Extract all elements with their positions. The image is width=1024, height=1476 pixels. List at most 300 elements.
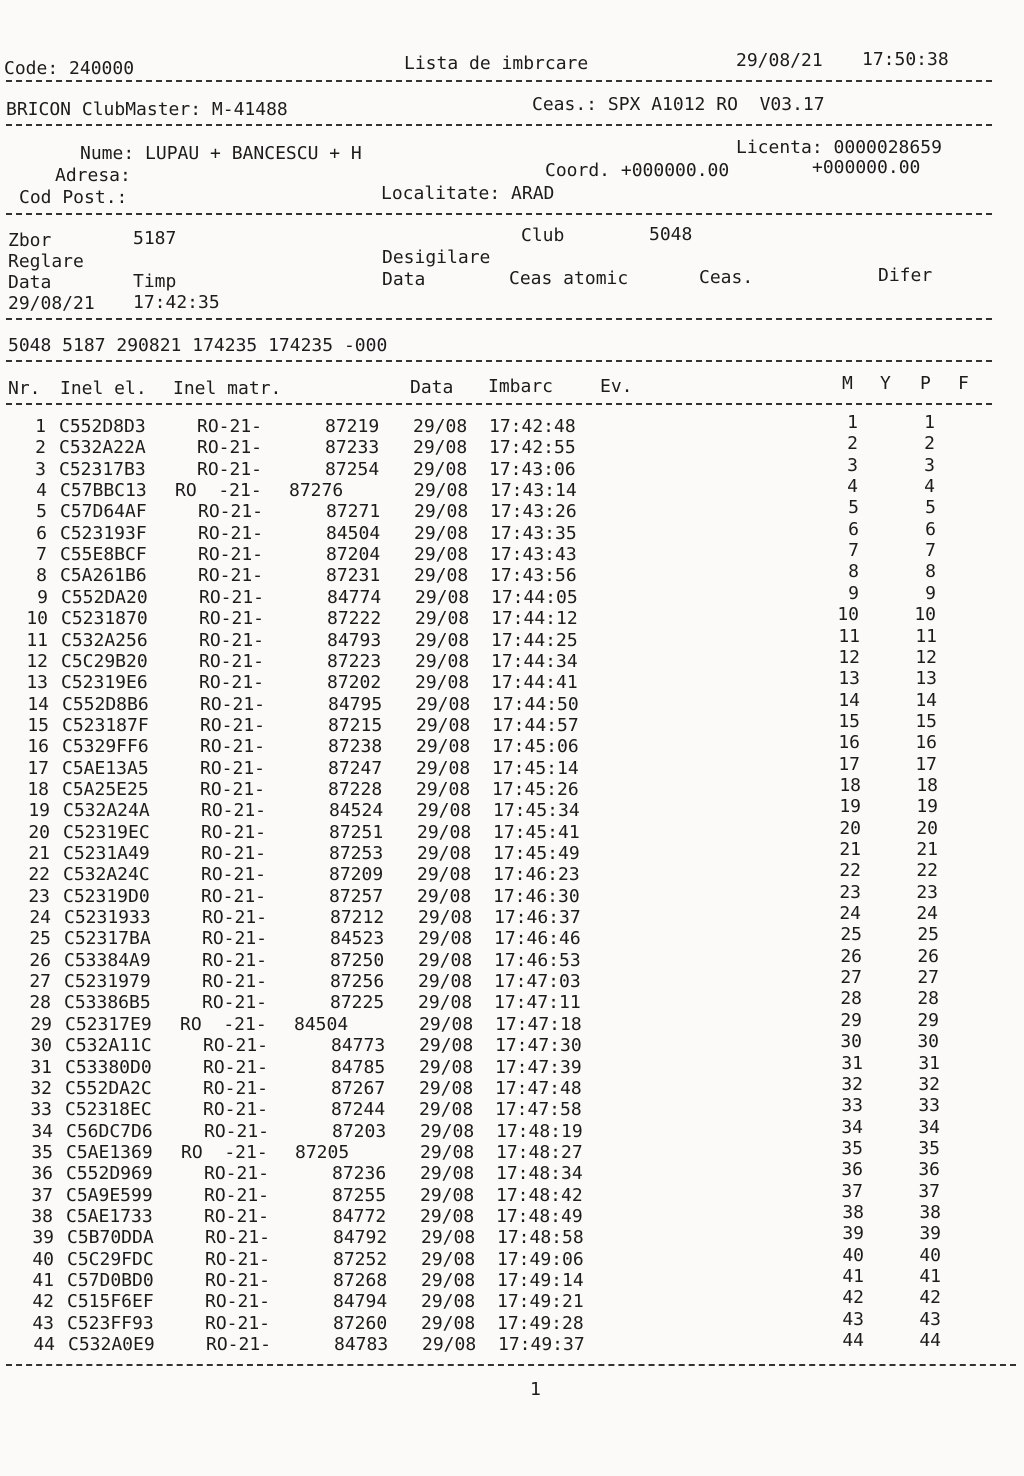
basketing-time: 17:48:34 <box>496 1163 583 1184</box>
row-number: 21 <box>28 843 50 864</box>
ring-number: 87252 <box>333 1249 388 1270</box>
col-m-value: 21 <box>839 839 861 860</box>
ring-prefix: RO-21- <box>204 1206 270 1227</box>
table-row <box>0 1266 1024 1293</box>
col-m-value: 3 <box>847 455 858 476</box>
row-number: 8 <box>36 565 47 586</box>
basketing-time: 17:44:05 <box>491 587 578 608</box>
col-p-value: 15 <box>915 711 937 732</box>
table-row <box>0 561 1024 588</box>
column-header-basketing: Imbarc <box>488 376 554 397</box>
col-p-value: 1 <box>924 412 935 433</box>
ring-prefix: RO-21- <box>198 523 264 544</box>
ring-number: 87212 <box>330 907 385 928</box>
ring-number: 87236 <box>332 1163 387 1184</box>
divider <box>6 360 992 362</box>
ring-prefix: RO-21- <box>198 544 264 565</box>
ring-number: 87209 <box>329 864 384 885</box>
ring-prefix: RO-21- <box>197 416 263 437</box>
row-number: 26 <box>29 950 51 971</box>
basketing-date: 29/08 <box>416 779 471 800</box>
row-number: 15 <box>27 715 49 736</box>
table-row <box>0 1223 1024 1250</box>
ring-number: 84774 <box>327 587 382 608</box>
col-p-value: 8 <box>925 561 936 582</box>
col-m-value: 29 <box>840 1010 862 1031</box>
col-p-value: 39 <box>919 1223 941 1244</box>
col-p-value: 25 <box>917 924 939 945</box>
basketing-date: 29/08 <box>416 715 471 736</box>
table-row <box>0 839 1024 866</box>
ring-prefix: RO-21- <box>201 886 267 907</box>
club-value: 5048 <box>649 224 693 245</box>
column-header-f: F <box>958 373 969 394</box>
row-number: 9 <box>37 587 48 608</box>
ring-number: 87256 <box>330 971 385 992</box>
postal-code-label: Cod Post.: <box>19 187 128 208</box>
electronic-ring-id: C55E8BCF <box>60 544 147 565</box>
col-m-value: 40 <box>842 1245 864 1266</box>
table-row <box>0 455 1024 482</box>
basketing-time: 17:48:58 <box>497 1227 584 1248</box>
electronic-ring-id: C5231A49 <box>63 843 150 864</box>
basketing-time: 17:44:50 <box>492 694 579 715</box>
basketing-time: 17:43:35 <box>490 523 577 544</box>
col-m-value: 13 <box>838 668 860 689</box>
basketing-time: 17:47:11 <box>494 992 581 1013</box>
row-number: 19 <box>28 800 50 821</box>
col-p-value: 2 <box>924 433 935 454</box>
basketing-date: 29/08 <box>416 736 471 757</box>
basketing-date: 29/08 <box>420 1121 475 1142</box>
row-number: 22 <box>28 864 50 885</box>
basketing-date: 29/08 <box>415 630 470 651</box>
ring-number: 87205 <box>295 1142 350 1163</box>
row-number: 11 <box>26 630 48 651</box>
col-p-value: 21 <box>916 839 938 860</box>
table-row <box>0 796 1024 823</box>
row-number: 18 <box>27 779 49 800</box>
ring-number: 87233 <box>325 437 380 458</box>
column-header-p: P <box>920 373 931 394</box>
basketing-time: 17:44:41 <box>491 672 578 693</box>
divider <box>6 80 992 82</box>
row-number: 34 <box>31 1121 53 1142</box>
col-p-value: 33 <box>918 1095 940 1116</box>
table-row <box>0 1117 1024 1144</box>
ring-number: 84792 <box>333 1227 388 1248</box>
col-p-value: 27 <box>917 967 939 988</box>
col-p-value: 38 <box>919 1202 941 1223</box>
row-number: 16 <box>27 736 49 757</box>
table-row <box>0 1202 1024 1229</box>
col-m-value: 12 <box>838 647 860 668</box>
basketing-date: 29/08 <box>416 694 471 715</box>
ring-number: 87247 <box>328 758 383 779</box>
electronic-ring-id: C52317BA <box>64 928 151 949</box>
table-row <box>0 497 1024 524</box>
row-number: 20 <box>28 822 50 843</box>
ring-prefix: RO-21- <box>200 779 266 800</box>
ring-prefix: RO-21- <box>199 651 265 672</box>
ring-prefix: RO-21- <box>200 758 266 779</box>
coordinates-lon: +000000.00 <box>812 157 921 178</box>
col-p-value: 41 <box>919 1266 941 1287</box>
ring-number: 87225 <box>330 992 385 1013</box>
electronic-ring-id: C552D8D3 <box>59 416 146 437</box>
ring-prefix: RO-21- <box>199 587 265 608</box>
ring-number: 87228 <box>328 779 383 800</box>
ring-prefix: RO-21- <box>205 1270 271 1291</box>
table-row <box>0 1309 1024 1336</box>
basketing-time: 17:47:48 <box>495 1078 582 1099</box>
basketing-date: 29/08 <box>419 1078 474 1099</box>
col-p-value: 29 <box>917 1010 939 1031</box>
setting-time: 17:42:35 <box>133 292 220 313</box>
table-row <box>0 775 1024 802</box>
electronic-ring-id: C5A9E599 <box>66 1185 153 1206</box>
row-number: 38 <box>31 1206 53 1227</box>
basketing-date: 29/08 <box>416 758 471 779</box>
ring-prefix: RO-21- <box>202 992 268 1013</box>
basketing-time: 17:47:58 <box>495 1099 582 1120</box>
col-m-value: 23 <box>839 882 861 903</box>
basketing-time: 17:46:46 <box>494 928 581 949</box>
document-title: Lista de imbrcare <box>404 53 589 74</box>
table-row <box>0 1159 1024 1186</box>
ring-prefix: RO-21- <box>201 822 267 843</box>
col-p-value: 10 <box>914 604 936 625</box>
ring-prefix: RO-21- <box>205 1249 271 1270</box>
electronic-ring-id: C57D64AF <box>60 501 147 522</box>
row-number: 2 <box>35 437 46 458</box>
table-row <box>0 967 1024 994</box>
col-p-value: 13 <box>915 668 937 689</box>
col-p-value: 28 <box>917 988 939 1009</box>
col-p-value: 12 <box>915 647 937 668</box>
col-m-value: 17 <box>838 754 860 775</box>
col-p-value: 23 <box>916 882 938 903</box>
basketing-date: 29/08 <box>418 971 473 992</box>
row-number: 3 <box>35 459 46 480</box>
basketing-date: 29/08 <box>414 501 469 522</box>
column-header-electronic-ring: Inel el. <box>60 378 147 399</box>
col-m-value: 18 <box>839 775 861 796</box>
table-row <box>0 1010 1024 1037</box>
electronic-ring-id: C53384A9 <box>64 950 151 971</box>
basketing-date: 29/08 <box>422 1334 477 1355</box>
ring-prefix: RO-21- <box>205 1227 271 1248</box>
table-row <box>0 754 1024 781</box>
electronic-ring-id: C532A22A <box>59 437 146 458</box>
electronic-ring-id: C56DC7D6 <box>66 1121 153 1142</box>
row-number: 39 <box>32 1227 54 1248</box>
electronic-ring-id: C552D8B6 <box>62 694 149 715</box>
row-number: 31 <box>30 1057 52 1078</box>
table-row <box>0 690 1024 717</box>
basketing-time: 17:42:48 <box>489 416 576 437</box>
col-p-value: 24 <box>916 903 938 924</box>
table-row <box>0 626 1024 653</box>
row-number: 43 <box>32 1313 54 1334</box>
unseal-label: Desigilare <box>382 247 491 268</box>
table-row <box>0 711 1024 738</box>
setting-label: Reglare <box>8 251 84 272</box>
basketing-time: 17:45:41 <box>493 822 580 843</box>
table-row <box>0 540 1024 567</box>
basketing-date: 29/08 <box>414 565 469 586</box>
col-p-value: 11 <box>915 626 937 647</box>
table-row <box>0 583 1024 610</box>
col-p-value: 17 <box>915 754 937 775</box>
ring-number: 87222 <box>327 608 382 629</box>
basketing-time: 17:47:18 <box>495 1014 582 1035</box>
electronic-ring-id: C52318EC <box>65 1099 152 1120</box>
basketing-date: 29/08 <box>421 1313 476 1334</box>
row-number: 25 <box>29 928 51 949</box>
row-number: 4 <box>36 480 47 501</box>
ring-prefix: RO-21- <box>199 672 265 693</box>
ring-prefix: RO-21- <box>201 864 267 885</box>
col-m-value: 8 <box>848 561 859 582</box>
basketing-time: 17:45:14 <box>492 758 579 779</box>
electronic-ring-id: C552DA2C <box>65 1078 152 1099</box>
col-p-value: 32 <box>918 1074 940 1095</box>
ring-number: 87253 <box>329 843 384 864</box>
ring-number: 87219 <box>325 416 380 437</box>
table-row <box>0 519 1024 546</box>
ring-number: 84773 <box>331 1035 386 1056</box>
col-m-value: 42 <box>842 1287 864 1308</box>
clubmaster-id: BRICON ClubMaster: M-41488 <box>6 99 288 120</box>
col-m-value: 25 <box>840 924 862 945</box>
table-row <box>0 1181 1024 1208</box>
electronic-ring-id: C52319EC <box>63 822 150 843</box>
col-p-value: 4 <box>924 476 935 497</box>
col-p-value: 34 <box>918 1117 940 1138</box>
flight-code-line: 5048 5187 290821 174235 174235 -000 <box>8 335 388 356</box>
ring-prefix: RO-21- <box>202 971 268 992</box>
basketing-time: 17:44:12 <box>491 608 578 629</box>
basketing-date: 29/08 <box>417 864 472 885</box>
ring-number: 84785 <box>331 1057 386 1078</box>
basketing-time: 17:46:37 <box>494 907 581 928</box>
basketing-time: 17:48:19 <box>496 1121 583 1142</box>
electronic-ring-id: C532A24C <box>63 864 150 885</box>
ring-number: 84794 <box>333 1291 388 1312</box>
column-header-m: M <box>842 373 853 394</box>
basketing-time: 17:46:23 <box>493 864 580 885</box>
table-row <box>0 924 1024 951</box>
table-row <box>0 732 1024 759</box>
basketing-date: 29/08 <box>414 544 469 565</box>
ring-prefix: RO-21- <box>203 1057 269 1078</box>
basketing-date: 29/08 <box>417 822 472 843</box>
col-m-value: 16 <box>838 732 860 753</box>
basketing-date: 29/08 <box>419 1057 474 1078</box>
table-row <box>0 1245 1024 1272</box>
flight-label: Zbor <box>8 230 52 251</box>
ring-number: 84795 <box>328 694 383 715</box>
row-number: 5 <box>36 501 47 522</box>
col-m-value: 24 <box>839 903 861 924</box>
ring-number: 87250 <box>330 950 385 971</box>
ring-prefix: RO-21- <box>206 1334 272 1355</box>
basketing-date: 29/08 <box>418 928 473 949</box>
table-row <box>0 476 1024 503</box>
basketing-time: 17:45:49 <box>493 843 580 864</box>
ring-number: 87267 <box>331 1078 386 1099</box>
ring-prefix: RO-21- <box>204 1121 270 1142</box>
col-m-value: 37 <box>841 1181 863 1202</box>
ring-number: 87257 <box>329 886 384 907</box>
row-number: 41 <box>32 1270 54 1291</box>
basketing-time: 17:43:26 <box>490 501 577 522</box>
ring-number: 84504 <box>326 523 381 544</box>
row-number: 10 <box>26 608 48 629</box>
ring-number: 87271 <box>326 501 381 522</box>
row-number: 13 <box>26 672 48 693</box>
col-p-value: 30 <box>917 1031 939 1052</box>
basketing-date: 29/08 <box>418 907 473 928</box>
basketing-time: 17:49:21 <box>497 1291 584 1312</box>
col-m-value: 11 <box>838 626 860 647</box>
divider <box>6 1364 1016 1366</box>
electronic-ring-id: C57D0BD0 <box>67 1270 154 1291</box>
basketing-date: 29/08 <box>419 1099 474 1120</box>
row-number: 33 <box>30 1099 52 1120</box>
basketing-time: 17:44:57 <box>492 715 579 736</box>
col-m-value: 9 <box>848 583 859 604</box>
ring-number: 84524 <box>329 800 384 821</box>
print-time: 17:50:38 <box>862 49 949 70</box>
col-m-value: 32 <box>841 1074 863 1095</box>
col-m-value: 15 <box>838 711 860 732</box>
ring-prefix: RO -21- <box>180 1014 267 1035</box>
table-row <box>0 604 1024 631</box>
col-m-value: 28 <box>840 988 862 1009</box>
col-p-value: 31 <box>918 1053 940 1074</box>
row-number: 24 <box>29 907 51 928</box>
basketing-time: 17:43:06 <box>489 459 576 480</box>
ring-number: 87223 <box>327 651 382 672</box>
ring-prefix: RO-21- <box>200 736 266 757</box>
col-m-value: 30 <box>840 1031 862 1052</box>
ring-number: 87231 <box>326 565 381 586</box>
basketing-time: 17:49:28 <box>497 1313 584 1334</box>
table-row <box>0 1287 1024 1314</box>
electronic-ring-id: C52319D0 <box>63 886 150 907</box>
clock-label: Ceas. <box>699 267 754 288</box>
basketing-time: 17:44:34 <box>491 651 578 672</box>
basketing-time: 17:44:25 <box>491 630 578 651</box>
ring-number: 87254 <box>325 459 380 480</box>
table-row <box>0 1095 1024 1122</box>
col-m-value: 10 <box>837 604 859 625</box>
col-m-value: 39 <box>842 1223 864 1244</box>
basketing-time: 17:48:42 <box>496 1185 583 1206</box>
basketing-date: 29/08 <box>415 608 470 629</box>
ring-prefix: RO-21- <box>204 1185 270 1206</box>
ring-prefix: RO-21- <box>204 1163 270 1184</box>
col-p-value: 7 <box>925 540 936 561</box>
col-m-value: 6 <box>848 519 859 540</box>
difference-label: Difer <box>878 265 933 286</box>
table-row <box>0 818 1024 845</box>
ring-prefix: RO-21- <box>201 800 267 821</box>
electronic-ring-id: C532A0E9 <box>68 1334 155 1355</box>
col-p-value: 22 <box>916 860 938 881</box>
ring-prefix: RO-21- <box>202 928 268 949</box>
ring-number: 87203 <box>332 1121 387 1142</box>
ring-prefix: RO-21- <box>202 950 268 971</box>
basketing-date: 29/08 <box>421 1270 476 1291</box>
ring-number: 84783 <box>334 1334 389 1355</box>
basketing-date: 29/08 <box>421 1227 476 1248</box>
ring-prefix: RO-21- <box>205 1291 271 1312</box>
ring-prefix: RO -21- <box>181 1142 268 1163</box>
table-row <box>0 433 1024 460</box>
col-p-value: 43 <box>919 1309 941 1330</box>
ring-prefix: RO-21- <box>199 608 265 629</box>
ring-number: 87251 <box>329 822 384 843</box>
row-number: 1 <box>35 416 46 437</box>
col-m-value: 43 <box>842 1309 864 1330</box>
col-p-value: 20 <box>916 818 938 839</box>
basketing-date: 29/08 <box>419 1014 474 1035</box>
basketing-date: 29/08 <box>415 672 470 693</box>
row-number: 12 <box>26 651 48 672</box>
table-row <box>0 1053 1024 1080</box>
row-number: 32 <box>30 1078 52 1099</box>
club-label: Club <box>521 225 565 246</box>
column-header-ring-number: Inel matr. <box>173 378 282 399</box>
basketing-time: 17:43:14 <box>490 480 577 501</box>
ring-prefix: RO-21- <box>205 1313 271 1334</box>
ring-number: 87276 <box>289 480 344 501</box>
basketing-time: 17:48:27 <box>496 1142 583 1163</box>
row-number: 17 <box>27 758 49 779</box>
divider <box>6 318 992 320</box>
row-number: 23 <box>28 886 50 907</box>
col-m-value: 1 <box>847 412 858 433</box>
col-m-value: 26 <box>840 946 862 967</box>
basketing-time: 17:45:34 <box>493 800 580 821</box>
ring-number: 84772 <box>332 1206 387 1227</box>
table-row <box>0 1138 1024 1165</box>
row-number: 35 <box>31 1142 53 1163</box>
ring-prefix: RO-21- <box>203 1099 269 1120</box>
basketing-time: 17:42:55 <box>489 437 576 458</box>
basketing-date: 29/08 <box>417 843 472 864</box>
col-p-value: 42 <box>919 1287 941 1308</box>
table-row <box>0 1330 1024 1357</box>
col-p-value: 40 <box>919 1245 941 1266</box>
owner-name: Nume: LUPAU + BANCESCU + H <box>80 143 362 164</box>
row-number: 7 <box>36 544 47 565</box>
ring-number: 87244 <box>331 1099 386 1120</box>
table-row <box>0 860 1024 887</box>
table-row <box>0 668 1024 695</box>
row-number: 27 <box>29 971 51 992</box>
basketing-time: 17:46:53 <box>494 950 581 971</box>
electronic-ring-id: C532A11C <box>65 1035 152 1056</box>
electronic-ring-id: C52319E6 <box>61 672 148 693</box>
column-header-date: Data <box>410 377 454 398</box>
col-m-value: 4 <box>847 476 858 497</box>
electronic-ring-id: C5AE13A5 <box>62 758 149 779</box>
col-m-value: 7 <box>848 540 859 561</box>
